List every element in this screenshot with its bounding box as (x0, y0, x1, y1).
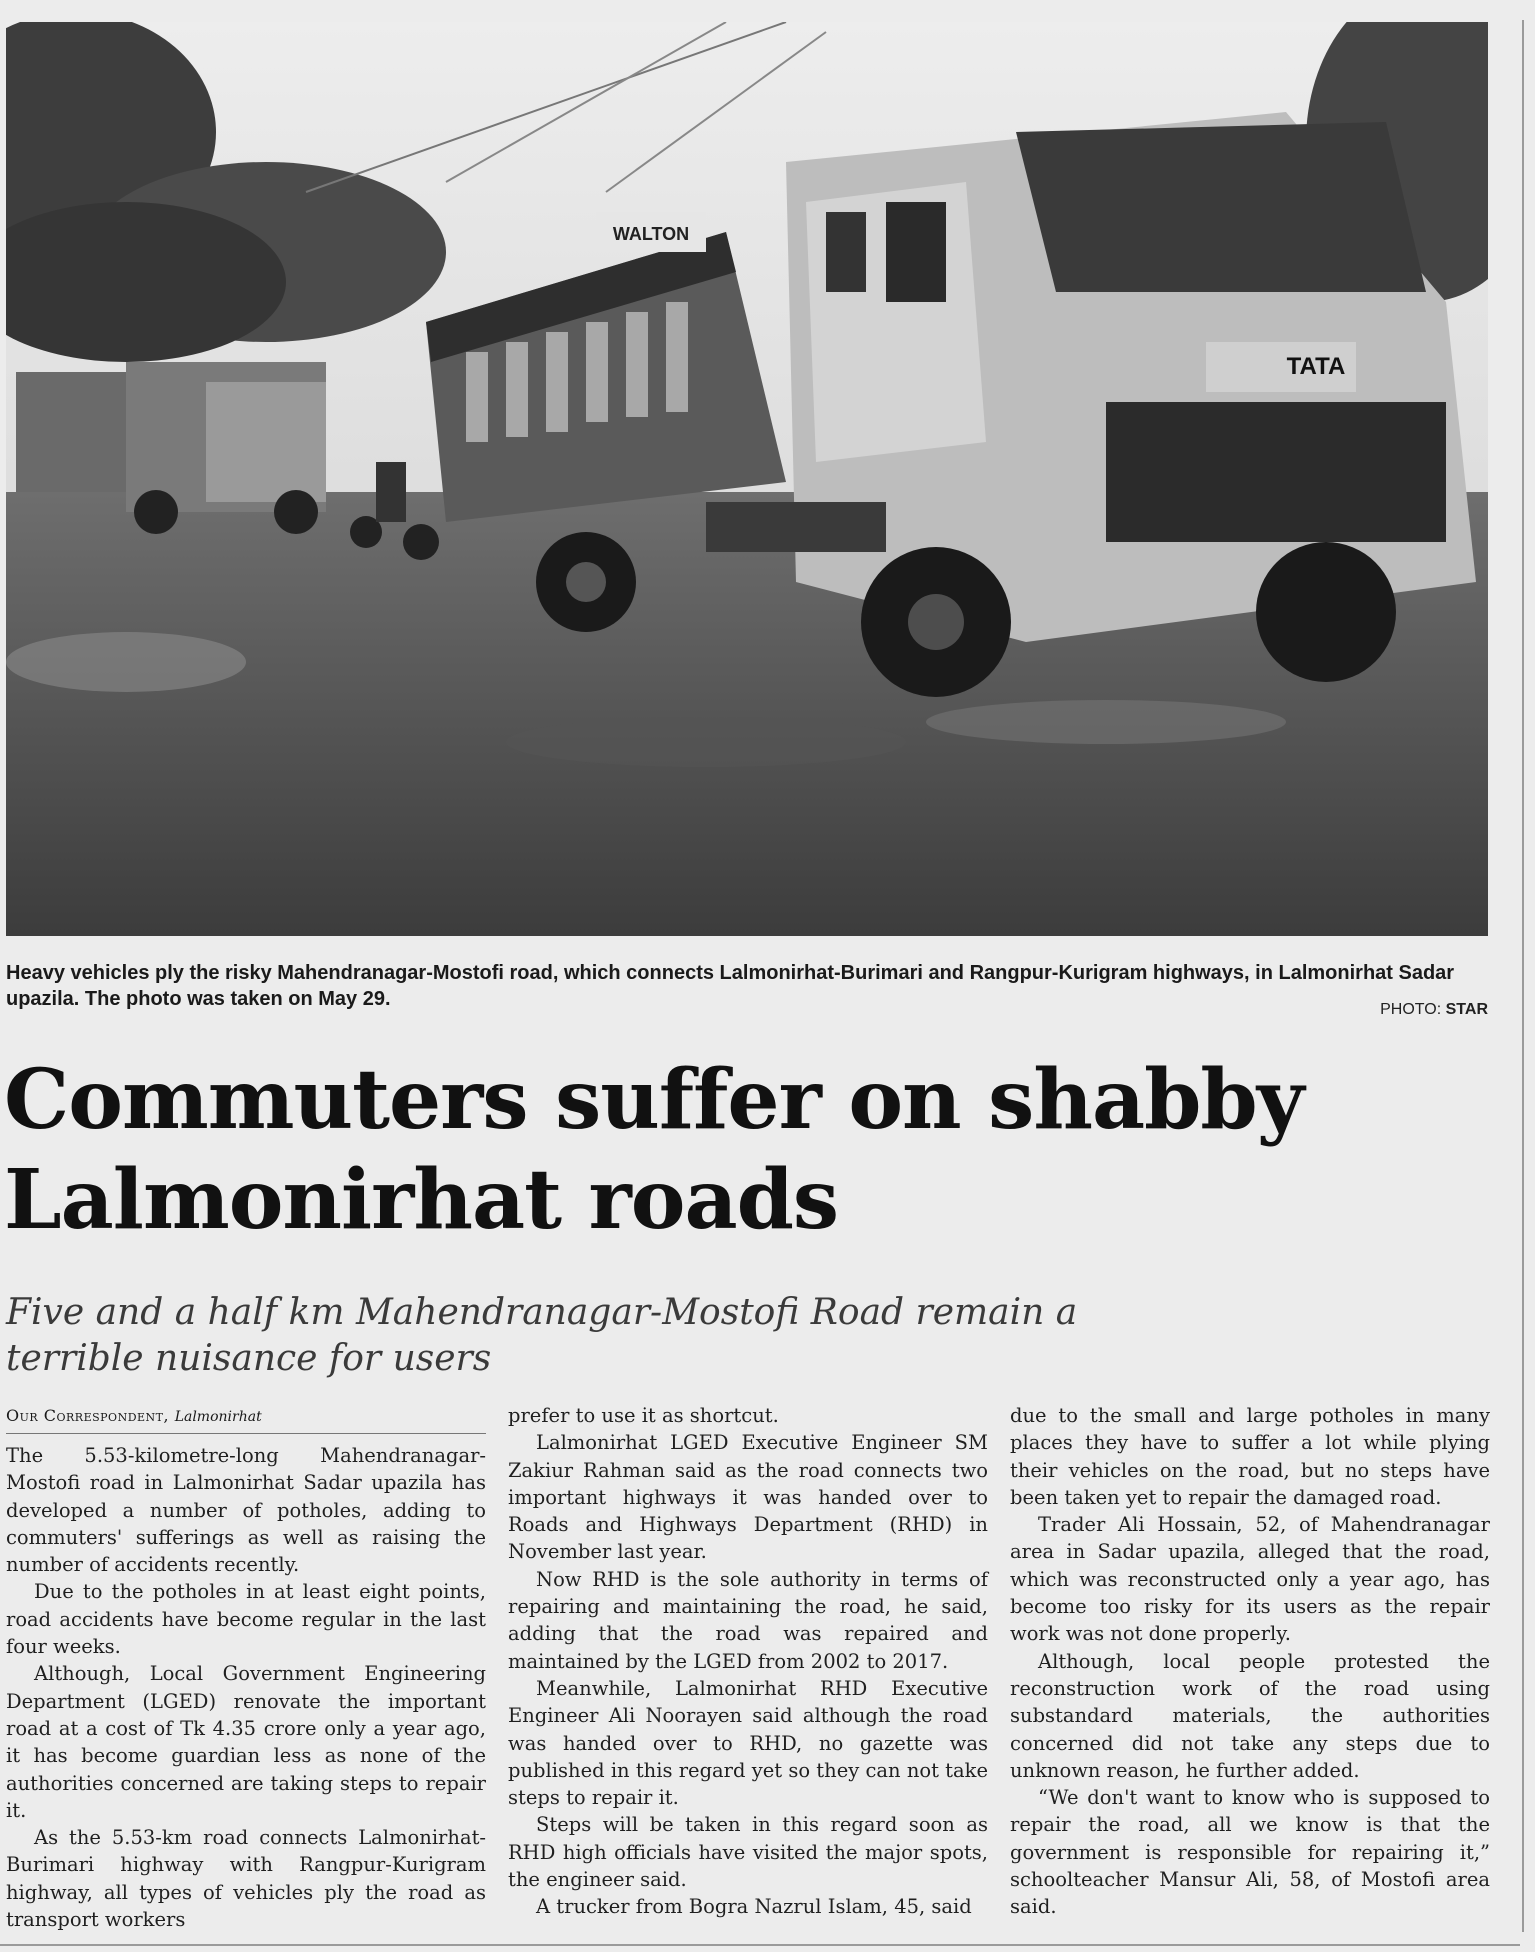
photo-credit-source: STAR (1445, 1001, 1488, 1018)
article-column-3 (1010, 1402, 1490, 1921)
paragraph: Due to the potholes in at least eight points, road accidents have become regular in the last four weeks. (6, 1580, 486, 1659)
paragraph: The 5.53-kilometre-long Mahendranagar-Mostofi road in Lalmonirhat Sadar upazila has developed a number of potholes, adding to commuters' sufferings as well as raising the number of accidents recently. (6, 1444, 486, 1577)
article-column-1 (6, 1402, 486, 1933)
page-right-rule (1522, 20, 1524, 1932)
photo-credit (1300, 1001, 1488, 1019)
byline-author: Our Correspondent, (6, 1406, 170, 1425)
truck-brand-label: TATA (1286, 353, 1346, 380)
page-bottom-rule (0, 1944, 1520, 1946)
paragraph: Meanwhile, Lalmonirhat RHD Executive Engineer Ali Noorayen said although the road was handed over to RHD, no gazette was published in this regard yet so they can not take steps to repair it. (508, 1676, 988, 1810)
article-column-2 (508, 1402, 988, 1921)
article-subhead: Five and a half km Mahendranagar-Mostofi Road remain a terrible nuisance for users (6, 1292, 1078, 1379)
paragraph: As the 5.53-km road connects Lalmonirhat-Burimari highway with Rangpur-Kurigram highway, all types of vehicles ply the road as transport workers (6, 1826, 486, 1932)
paragraph: Although, Local Government Engineering Department (LGED) renovate the important road at a cost of Tk 4.35 crore only a year ago, it has become guardian less as none of the authorities concerned are taking steps to repair it. (6, 1662, 486, 1822)
paragraph: Trader Ali Hossain, 52, of Mahendranagar area in Sadar upazila, alleged that the road, which was reconstructed only a year ago, has become too risky for its users as the repair work was not done properly. (1010, 1513, 1490, 1646)
paragraph: Although, local people protested the reconstruction work of the road using substandard materials, the authorities concerned did not take any steps due to unknown reason, he further added. (1010, 1649, 1490, 1782)
paragraph: Steps will be taken in this regard soon as RHD high officials have visited the major spots, the engineer said. (508, 1813, 988, 1892)
paragraph: prefer to use it as shortcut. (508, 1404, 779, 1427)
article-headline: Commuters suffer on shabby Lalmonirhat roads (4, 1052, 1304, 1248)
byline (6, 1402, 486, 1434)
byline-location: Lalmonirhat (174, 1409, 262, 1425)
truck-photo-illustration (6, 22, 1488, 936)
walton-billboard-label: WALTON (612, 224, 690, 244)
paragraph: Lalmonirhat LGED Executive Engineer SM Zakiur Rahman said as the road connects two important highways it was handed over to Roads and Highways Department (RHD) in November last year. (508, 1431, 988, 1564)
paragraph: “We don't want to know who is supposed to repair the road, all we know is that the government is responsible for repairing it,” schoolteacher Mansur Ali, 58, of Mostofi area said. (1010, 1786, 1490, 1919)
photo-credit-prefix: PHOTO: (1380, 1001, 1446, 1018)
paragraph: A trucker from Bogra Nazrul Islam, 45, said (536, 1895, 972, 1919)
news-photo (6, 22, 1488, 936)
paragraph: Now RHD is the sole authority in terms of repairing and maintaining the road, he said, adding that the road was repaired and maintained by the LGED from 2002 to 2017. (508, 1567, 988, 1673)
photo-caption: Heavy vehicles ply the risky Mahendranagar-Mostofi road, which connects Lalmonirhat-Burimari and Rangpur-Kurigram highways, in Lalmonirhat Sadar upazila. The photo was taken on May 29. (6, 962, 1455, 1010)
paragraph: due to the small and large potholes in many places they have to suffer a lot while plying their vehicles on the road, but no steps have been taken yet to repair the damaged road. (1010, 1404, 1490, 1509)
